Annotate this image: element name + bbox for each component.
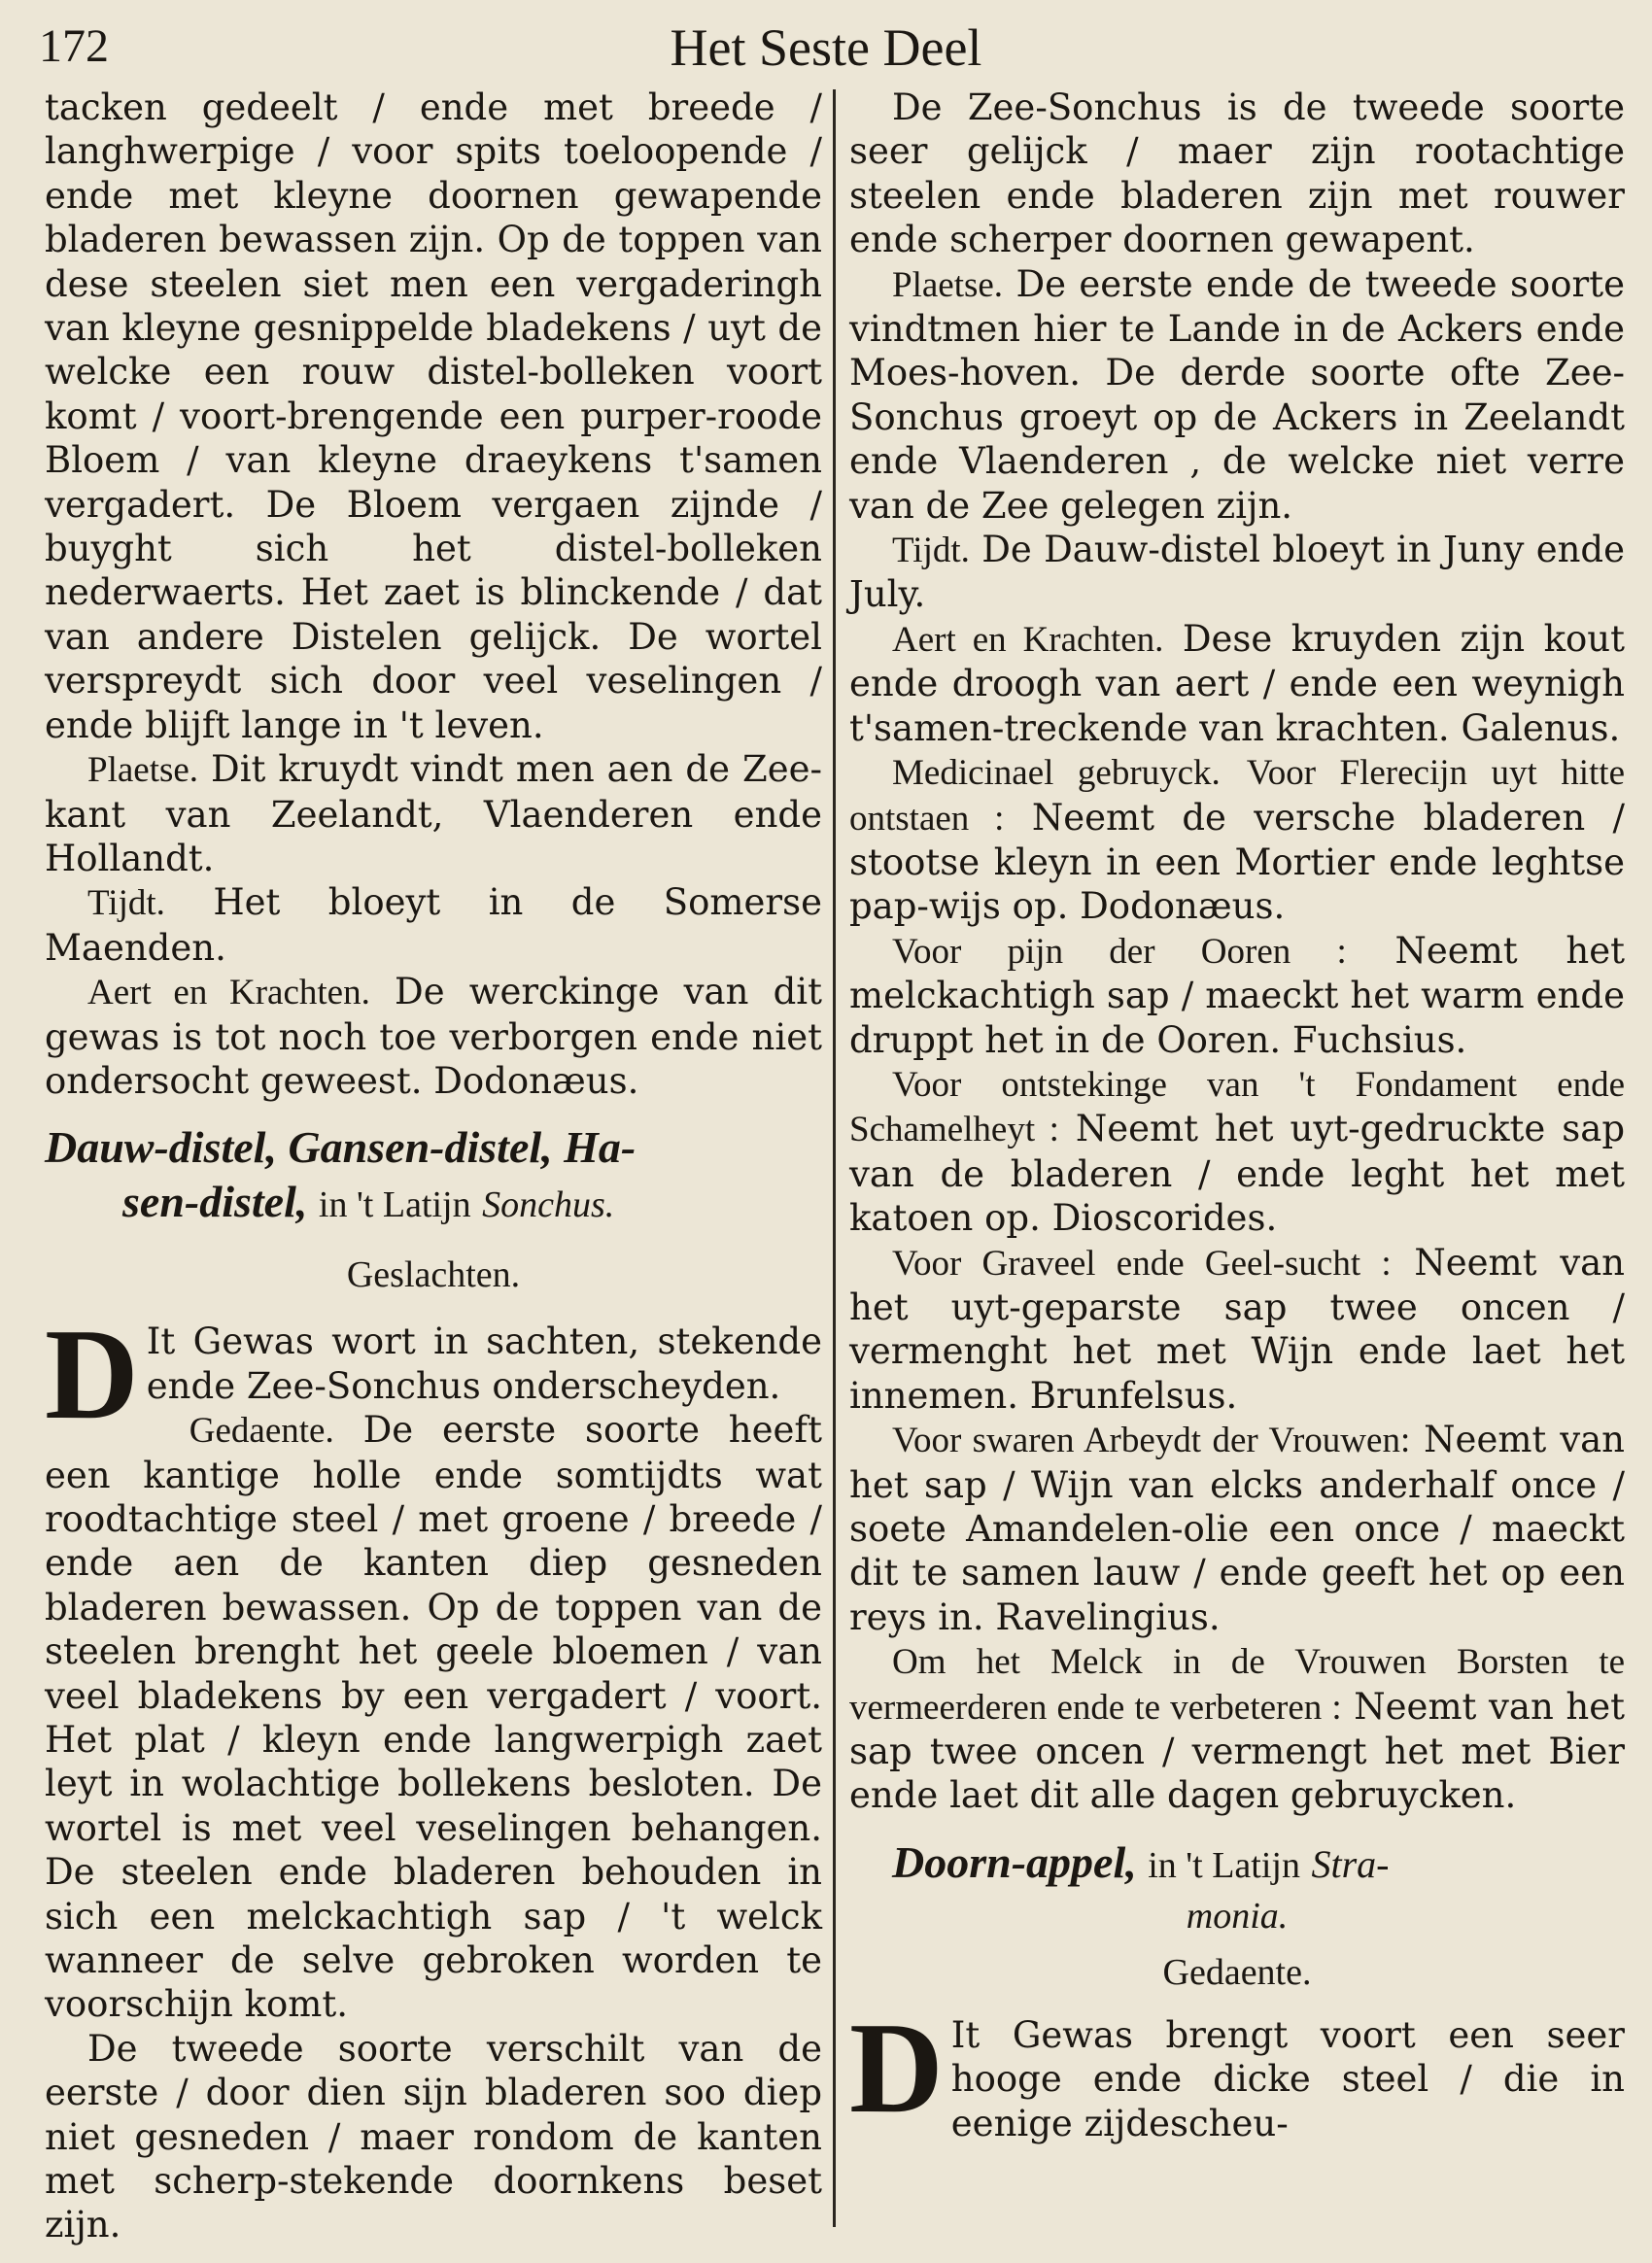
paragraph-aert — [849, 617, 1625, 750]
section-label-aert: Aert en Krachten. — [87, 973, 370, 1013]
remedy-label-ooren: Voor pijn der Ooren : — [892, 931, 1347, 972]
latin-name: Sonchus. — [482, 1184, 615, 1226]
section-heading-stramonia — [849, 1835, 1625, 1939]
section-label-tijdt: Tijdt. — [892, 531, 970, 571]
remedy-label-graveel: Voor Graveel ende Geel-sucht : — [892, 1243, 1392, 1284]
paragraph-plaetse — [849, 262, 1625, 528]
remedy-label-fondament: Voor ontstekinge van 't Fondament ende Schamelheyt : — [849, 1064, 1625, 1150]
paragraph-gedaente — [45, 1408, 822, 2027]
heading-doorn-appel: Doorn-appel, — [892, 1836, 1137, 1887]
remedy-text-flerecijn: Neemt de versche bladeren / stootse kleyn in een Mortier ende leghtse pap-wijs op. Dodonæus. — [849, 796, 1625, 928]
section-label-tijdt: Tijdt. — [87, 883, 165, 924]
paragraph-stramonia: It Gewas brengt voort een seer hooge ende dicke steel / die in eenige zijdescheu- — [950, 2013, 1625, 2144]
section-label-aert: Aert en Krachten. — [892, 619, 1164, 660]
page-number: 172 — [39, 20, 109, 72]
paragraph-tijdt — [45, 880, 822, 970]
plaetse-text: Dit kruydt vindt men aen de Zee-kant van Zeelandt, Vlaenderen ende Hollandt. — [45, 748, 822, 879]
remedy-text-fondament: Neemt het uyt-gedruckte sap van de bladeren / ende leght het met katoen op. Dioscorides. — [849, 1108, 1626, 1240]
heading-line-2 — [45, 1175, 822, 1232]
heading-line-1 — [849, 1835, 1625, 1893]
paragraph-medicinael-5 — [849, 1418, 1625, 1639]
paragraph-medicinael-6 — [849, 1639, 1625, 1818]
column-divider — [833, 89, 836, 2227]
remedy-text-ooren: Neemt het melckachtigh sap / maeckt het warm ende druppt het in de Ooren. Fuchsius. — [849, 929, 1625, 1061]
paragraph-description-continued: tacken gedeelt / ende met breede / langhwerpige / voor spits toeloopende / ende met kleyne doornen gewapende bladeren bewassen zijn. Op de toppen van dese steelen siet men een vergaderingh van kleyne gesnippelde bladekens / uyt de welcke een rouw distel-bolleken voort komt / voort-brengende een purper-roode Bloem / van kleyne draeykens t'samen vergadert. De Bloem vergaen zijnde / buyght sich het distel-bolleken nederwaerts. Het zaet is blinckende / dat van andere Distelen gelijck. De wortel verspreydt sich door veel veselingen / ende blijft lange in 't leven. — [45, 86, 822, 746]
latin-name-part-2: monia. — [1186, 1895, 1289, 1937]
heading-line-2 — [849, 1893, 1625, 1939]
heading-line-1: Dauw-distel, Gansen-distel, Ha- — [45, 1122, 637, 1173]
latin-prefix: in 't Latijn — [318, 1184, 471, 1226]
paragraph-zee-sonchus: De Zee-Sonchus is de tweede soorte seer gelijck / maer zijn rootachtige steelen ende bladeren zijn met rouwer ende scherper doornen gewapent. — [849, 86, 1625, 261]
section-label-gedaente: Gedaente. — [189, 1411, 334, 1452]
gedaente-text: De eerste soorte heeft een kantige holle ende somtijdts wat roodtachtige steel / met groene / breede / ende aen de kanten diep gesneden bladeren bewassen. Op de toppen van de steelen brenght het geele bloemen / van veel bladekens by een vergadert / voort. Het plat / kleyn ende langwerpigh zaet leyt in wolachtige bollekens besloten. De wortel is met veel veselingen behangen. De steelen ende bladeren behouden in sich een melckachtigh sap / 't welck wanneer de selve gebroken worden te voorschijn komt. — [45, 1409, 822, 2026]
paragraph-tweede-soorte: De tweede soorte verschilt van de eerste / door dien sijn bladeren soo diep niet gesneden / maer rondom de kanten met scherp-stekende doornkens beset zijn. — [45, 2027, 822, 2246]
paragraph-medicinael-1 — [849, 750, 1625, 929]
paragraph-medicinael-4 — [849, 1241, 1625, 1419]
paragraph-plaetse — [45, 747, 822, 880]
subheading-gedaente: Gedaente. — [1162, 1951, 1312, 1993]
remedy-label-arbeydt: Voor swaren Arbeydt der Vrouwen: — [892, 1421, 1411, 1461]
page-header — [39, 14, 1613, 91]
remedy-text-melck: Neemt van het sap twee oncen / vermengt het met Bier ende laet dit alle dagen gebruycken. — [849, 1685, 1625, 1817]
paragraph-tijdt — [849, 528, 1625, 617]
paragraph-geslachten-block — [45, 1302, 822, 2247]
subheading-geslachten: Geslachten. — [346, 1254, 521, 1296]
paragraph-geslachten: It Gewas wort in sachten, stekende ende Zee-Sonchus onderscheyden. — [146, 1320, 822, 1407]
section-label-plaetse: Plaetse. — [892, 264, 1004, 305]
section-label-medicinael: Medicinael gebruyck. — [892, 753, 1221, 794]
tijdt-text: De Dauw-distel bloeyt in Juny ende July. — [849, 529, 1626, 616]
heading-continued: sen-distel, — [122, 1177, 308, 1227]
paragraph-aert — [45, 970, 822, 1103]
drop-cap-letter: D — [849, 1995, 944, 2140]
remedy-text-graveel: Neemt van het uyt-geparste sap twee oncen / vermenght het met Wijn ende laet het innemen. Brunfelsus. — [849, 1241, 1625, 1417]
section-label-plaetse: Plaetse. — [87, 750, 199, 791]
latin-prefix: in 't Latijn — [1148, 1844, 1300, 1886]
paragraph-medicinael-3 — [849, 1062, 1625, 1241]
section-heading-sonchus — [45, 1120, 822, 1232]
latin-name-part-1: Stra- — [1311, 1841, 1390, 1886]
aert-text: De werckinge van dit gewas is tot noch toe verborgen ende niet ondersocht geweest. Dodonæus. — [45, 971, 822, 1102]
left-column — [45, 86, 822, 2247]
paragraph-stramonia-block — [849, 1995, 1625, 2145]
remedy-label-melck: Om het Melck in de Vrouwen Borsten te vermeerderen ende te verbeteren : — [849, 1642, 1625, 1728]
paragraph-medicinael-2 — [849, 929, 1625, 1062]
right-column — [849, 86, 1625, 2145]
tijdt-text: Het bloeyt in de Somerse Maenden. — [45, 881, 822, 969]
running-title: Het Seste Deel — [670, 18, 982, 77]
aert-text: Dese kruyden zijn kout ende droogh van aert / ende een weynigh t'samen-treckende van krachten. Galenus. — [849, 617, 1625, 749]
plaetse-text: De eerste ende de tweede soorte vindtmen hier te Lande in de Ackers ende Moes-hoven. De derde soorte ofte Zee-Sonchus groeyt op de Ackers in Zeelandt ende Vlaenderen , de welcke niet verre van de Zee gelegen zijn. — [849, 262, 1625, 527]
drop-cap-letter: D — [45, 1302, 139, 1447]
remedy-label-flerecijn: Voor Flerecijn uyt hitte ontstaen : — [849, 753, 1626, 839]
remedy-text-arbeydt: Neemt van het sap / Wijn van elcks anderhalf once / soete Amandelen-olie een once / maeckt dit te samen lauw / ende geeft het op een reys in. Ravelingius. — [849, 1419, 1626, 1638]
